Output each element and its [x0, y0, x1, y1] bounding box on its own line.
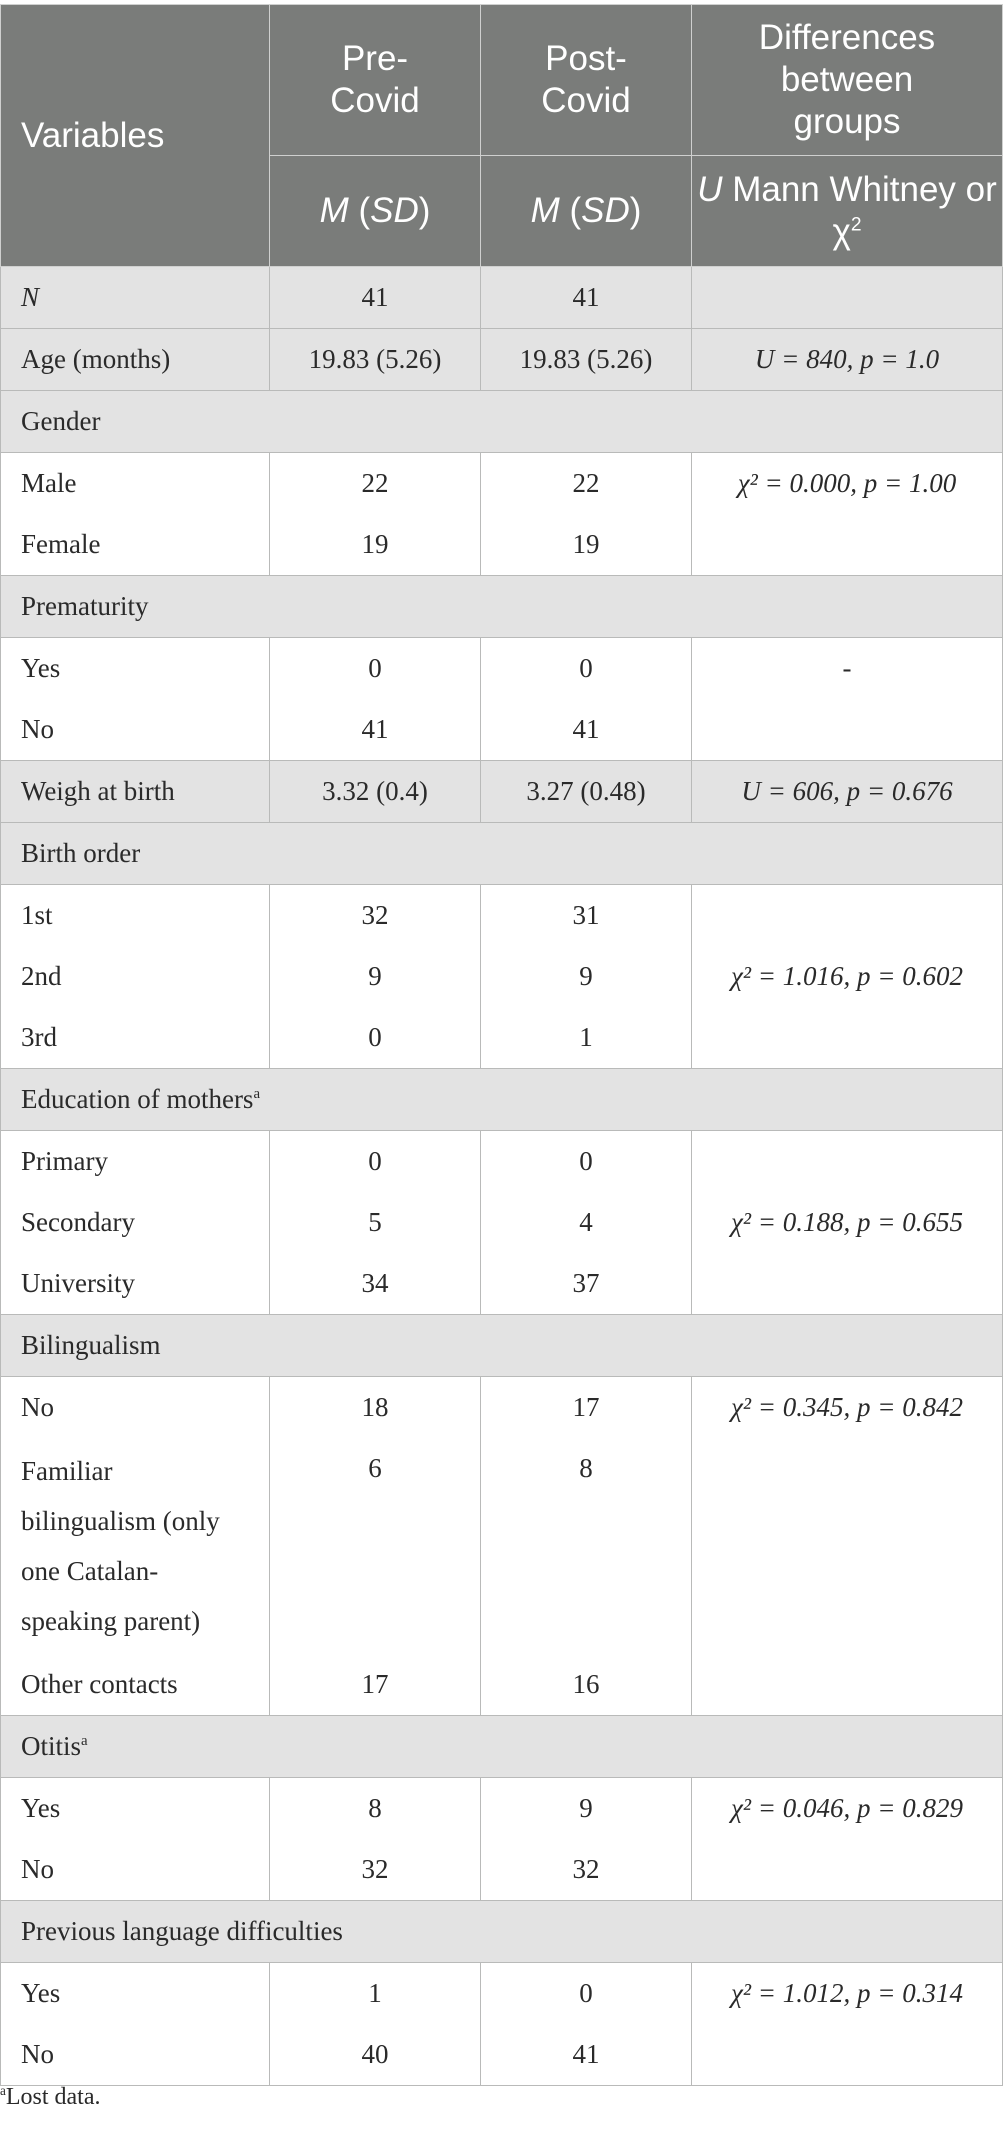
table-row — [1, 1778, 1003, 1840]
test-sup: 2 — [850, 214, 862, 236]
section-row — [1, 391, 1003, 453]
pre-value: 32 — [270, 885, 481, 947]
post-value: 16 — [481, 1654, 692, 1716]
post-value: 9 — [481, 1778, 692, 1840]
post-value: 37 — [481, 1253, 692, 1315]
section-label — [1, 1069, 1003, 1131]
pre-value: 0 — [270, 1007, 481, 1069]
post-value: 19 — [481, 514, 692, 576]
section-label — [1, 1716, 1003, 1778]
pre-value: 22 — [270, 453, 481, 515]
table-row — [1, 1131, 1003, 1193]
header-differences — [692, 5, 1003, 156]
section-label: Birth order — [1, 823, 1003, 885]
section-row — [1, 1069, 1003, 1131]
table-row — [1, 638, 1003, 700]
post-value: 32 — [481, 1839, 692, 1901]
pre-value: 34 — [270, 1253, 481, 1315]
section-row — [1, 1315, 1003, 1377]
footnote-text: Lost data. — [5, 2084, 101, 2110]
pre-value: 0 — [270, 638, 481, 700]
pre-value: 1 — [270, 1963, 481, 2025]
stat-value: χ² = 1.012, p = 0.314 — [692, 1963, 1003, 2086]
header-test — [692, 156, 1003, 267]
row-label: N — [1, 267, 270, 329]
post-value: 31 — [481, 885, 692, 947]
row-label: 2nd — [1, 946, 270, 1007]
post-value: 0 — [481, 638, 692, 700]
row-label: Other contacts — [1, 1654, 270, 1716]
table-row — [1, 1377, 1003, 1439]
pre-value: 5 — [270, 1192, 481, 1253]
u-label: U — [697, 170, 723, 209]
header-variables: Variables — [1, 5, 270, 267]
row-label: Yes — [1, 638, 270, 700]
row-label: Yes — [1, 1963, 270, 2025]
post-value: 0 — [481, 1131, 692, 1193]
pre-value: 32 — [270, 1839, 481, 1901]
pre-value: 9 — [270, 946, 481, 1007]
pre-value: 0 — [270, 1131, 481, 1193]
section-row — [1, 823, 1003, 885]
stat-value: χ² = 0.046, p = 0.829 — [692, 1778, 1003, 1901]
table-row — [1, 761, 1003, 823]
post-value: 0 — [481, 1963, 692, 2025]
footnote-marker: a — [253, 1086, 261, 1102]
header-differences-text: Differences between groups — [758, 18, 936, 141]
m-label: M — [319, 191, 349, 230]
post-value: 9 — [481, 946, 692, 1007]
post-value: 41 — [481, 699, 692, 761]
section-row — [1, 576, 1003, 638]
footnote-marker: a — [0, 2083, 6, 2098]
footnote-marker: a — [81, 1733, 88, 1749]
section-label-text: Otitis — [21, 1731, 82, 1761]
stat-value: χ² = 1.016, p = 0.602 — [692, 885, 1003, 1069]
row-label: University — [1, 1253, 270, 1315]
pre-value: 40 — [270, 2024, 481, 2086]
post-value: 41 — [481, 2024, 692, 2086]
section-row — [1, 1716, 1003, 1778]
table-row — [1, 885, 1003, 947]
header-post-covid-text: Post-Covid — [541, 39, 631, 120]
header-pre-covid — [270, 5, 481, 156]
stat-value: χ² = 0.188, p = 0.655 — [692, 1131, 1003, 1315]
table-row — [1, 1963, 1003, 2025]
stat-value: U = 840, p = 1.0 — [692, 329, 1003, 391]
pre-value: 19 — [270, 514, 481, 576]
m-label: M — [530, 191, 560, 230]
pre-value: 3.32 (0.4) — [270, 761, 481, 823]
row-label: Male — [1, 453, 270, 515]
post-value: 19.83 (5.26) — [481, 329, 692, 391]
header-row — [1, 5, 1003, 156]
pre-value: 8 — [270, 1778, 481, 1840]
row-label: No — [1, 2024, 270, 2086]
header-pre-covid-text: Pre-Covid — [330, 39, 420, 120]
pre-value: 17 — [270, 1654, 481, 1716]
row-label: Familiar bilingualism (only one Catalan-speaking parent) — [1, 1438, 270, 1654]
sd-label: SD — [581, 191, 630, 230]
row-label: No — [1, 1377, 270, 1439]
pre-value: 19.83 (5.26) — [270, 329, 481, 391]
table-row — [1, 329, 1003, 391]
post-value: 4 — [481, 1192, 692, 1253]
post-value: 17 — [481, 1377, 692, 1439]
row-label: 1st — [1, 885, 270, 947]
section-row — [1, 1901, 1003, 1963]
section-label: Prematurity — [1, 576, 1003, 638]
row-label: Weigh at birth — [1, 761, 270, 823]
post-value: 3.27 (0.48) — [481, 761, 692, 823]
test-label: Mann Whitney or χ — [732, 170, 997, 251]
header-msd-pre: M (SD) — [270, 156, 481, 267]
post-value: 8 — [481, 1438, 692, 1654]
row-label: Primary — [1, 1131, 270, 1193]
header-msd-post: M (SD) — [481, 156, 692, 267]
header-post-covid — [481, 5, 692, 156]
pre-value: 18 — [270, 1377, 481, 1439]
stat-value: U = 606, p = 0.676 — [692, 761, 1003, 823]
row-label: No — [1, 699, 270, 761]
row-label: Secondary — [1, 1192, 270, 1253]
table-row — [1, 453, 1003, 515]
stat-value: χ² = 0.345, p = 0.842 — [692, 1377, 1003, 1716]
row-label: 3rd — [1, 1007, 270, 1069]
row-label: Age (months) — [1, 329, 270, 391]
data-table — [0, 4, 1003, 2086]
pre-value: 6 — [270, 1438, 481, 1654]
pre-value: 41 — [270, 699, 481, 761]
table-row — [1, 267, 1003, 329]
section-label-text: Education of mothers — [21, 1084, 254, 1114]
row-label: Yes — [1, 1778, 270, 1840]
section-label: Gender — [1, 391, 1003, 453]
row-label: No — [1, 1839, 270, 1901]
section-label: Bilingualism — [1, 1315, 1003, 1377]
stat-value — [692, 267, 1003, 329]
pre-value: 41 — [270, 267, 481, 329]
sd-label: SD — [370, 191, 419, 230]
row-label: Female — [1, 514, 270, 576]
footnote — [0, 2084, 101, 2111]
section-label: Previous language difficulties — [1, 1901, 1003, 1963]
post-value: 22 — [481, 453, 692, 515]
post-value: 1 — [481, 1007, 692, 1069]
stat-value: χ² = 0.000, p = 1.00 — [692, 453, 1003, 576]
post-value: 41 — [481, 267, 692, 329]
stat-value: - — [692, 638, 1003, 761]
